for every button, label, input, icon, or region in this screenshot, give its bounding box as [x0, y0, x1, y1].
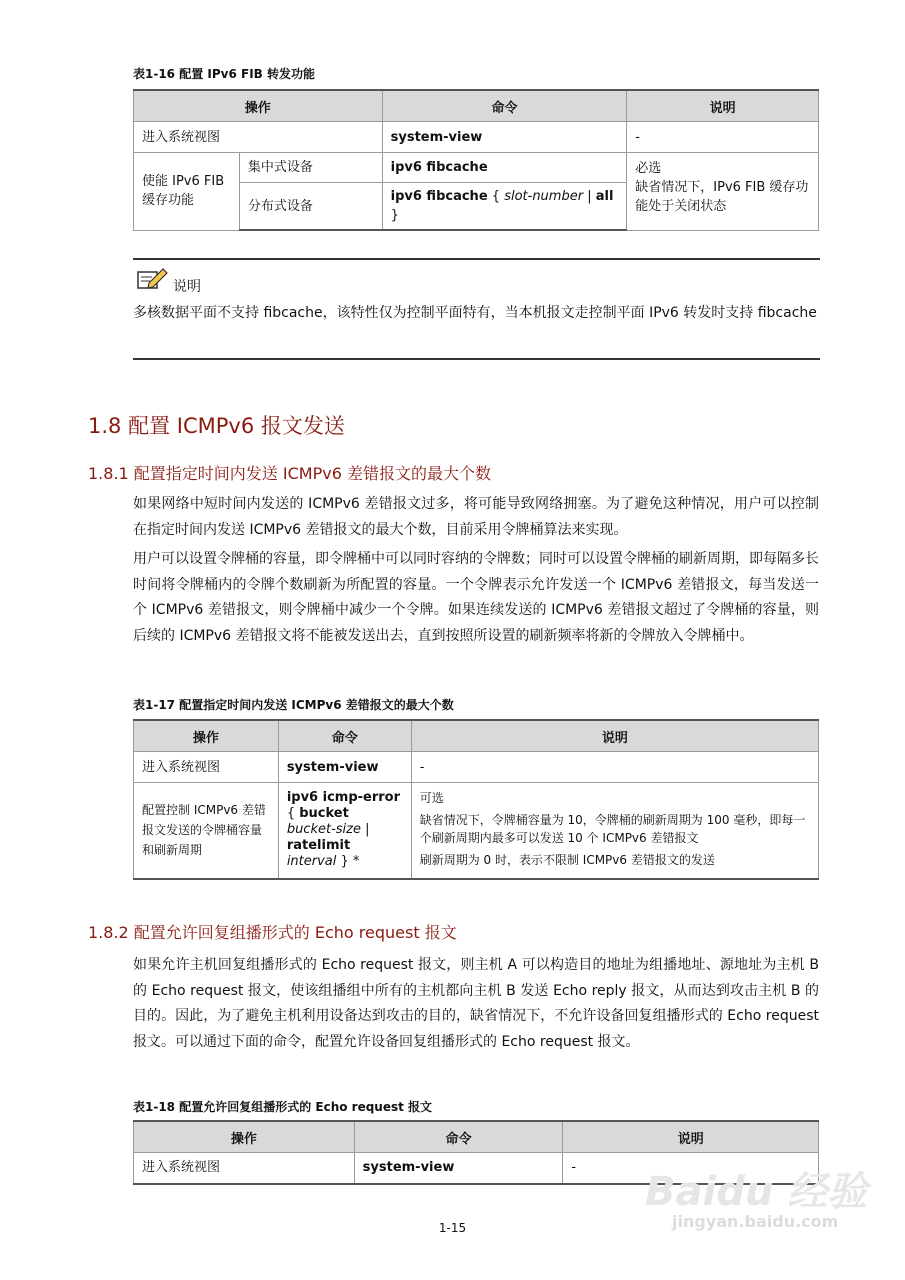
cmd-keyword-ratelimit: ratelimit — [286, 838, 351, 854]
cmd-brace: { — [487, 189, 505, 204]
cmd-keyword: ipv6 icmp-error — [286, 790, 401, 806]
cmd-brace-close: } * — [336, 854, 360, 870]
cmd-brace-close: } — [390, 208, 399, 223]
table16-row1-cmd: system-view — [382, 122, 627, 153]
table16-group-op: 使能 IPv6 FIB 缓存功能 — [134, 153, 240, 231]
table17-header-desc: 说明 — [411, 720, 818, 752]
watermark-logo: Baidu 经验 — [645, 1169, 868, 1215]
table17-row2-desc — [411, 783, 818, 879]
note-title: 说明 — [173, 279, 201, 295]
cmd-sep: | — [583, 189, 596, 204]
table16-row2-sub: 集中式设备 — [239, 153, 382, 183]
table16-header-op: 操作 — [134, 90, 383, 122]
table16-desc-cell — [627, 153, 819, 231]
table16-row3-cmd — [382, 183, 627, 231]
watermark-url: jingyan.baidu.com — [672, 1212, 839, 1231]
note-text: 多核数据平面不支持 fibcache，该特性仅为控制平面特有，当本机报文走控制平面 IPv6 转发时支持 fibcache — [133, 305, 817, 321]
table16-desc-default: 缺省情况下，IPv6 FIB 缓存功能处于关闭状态 — [635, 180, 809, 214]
note-pencil-icon — [135, 266, 169, 292]
cmd-arg-interval: interval — [286, 854, 337, 870]
section-1-8-1-body — [133, 492, 819, 653]
table17-header-op: 操作 — [134, 720, 279, 752]
paragraph: 如果网络中短时间内发送的 ICMPv6 差错报文过多，将可能导致网络拥塞。为了避免这种情况，用户可以控制在指定时间内发送 ICMPv6 差错报文的最大个数，目前采用令牌桶算法来实现。 — [133, 496, 819, 538]
note-box — [133, 258, 820, 360]
table16 — [133, 89, 819, 231]
cmd-sep: | — [360, 822, 370, 838]
section-1-8-title: 1.8 配置 ICMPv6 报文发送 — [88, 414, 345, 438]
table17-desc-zero: 刷新周期为 0 时，表示不限制 ICMPv6 差错报文的发送 — [419, 853, 715, 867]
table18-header-cmd: 命令 — [354, 1121, 563, 1153]
table16-header-desc: 说明 — [627, 90, 819, 122]
table18-header-op: 操作 — [134, 1121, 355, 1153]
table18-header-desc: 说明 — [563, 1121, 819, 1153]
table16-caption: 表1-16 配置 IPv6 FIB 转发功能 — [133, 67, 315, 81]
table17-row1-cmd: system-view — [278, 752, 411, 783]
table16-row1-desc: - — [627, 122, 819, 153]
table18-row1-op: 进入系统视图 — [134, 1153, 355, 1184]
table16-row2-cmd: ipv6 fibcache — [382, 153, 627, 183]
cmd-keyword: ipv6 fibcache — [390, 189, 488, 204]
table16-desc-required: 必选 — [635, 161, 662, 176]
table17 — [133, 719, 819, 880]
cmd-keyword-bucket: bucket — [299, 806, 349, 822]
table17-row1-desc: - — [411, 752, 818, 783]
table18-row1-cmd: system-view — [354, 1153, 563, 1184]
table16-row1-op: 进入系统视图 — [134, 122, 383, 153]
paragraph: 如果允许主机回复组播形式的 Echo request 报文，则主机 A 可以构造目的地址为组播地址、源地址为主机 B 的 Echo request 报文，使该组播组中所有的主机都向主机 B 发送 Echo reply 报文，从而达到攻击主机 B 的目的。因此，为了避免主机利用设备达到攻击的目的，缺省情况下，不允许设备回复组播形式的 Echo request 报文。可以通过下面的命令，配置允许设备回复组播形式的 Echo request 报文。 — [133, 957, 819, 1050]
table17-caption: 表1-17 配置指定时间内发送 ICMPv6 差错报文的最大个数 — [133, 698, 454, 712]
cmd-arg: slot-number — [504, 189, 584, 204]
table17-row1-op: 进入系统视图 — [134, 752, 279, 783]
table17-desc-default: 缺省情况下，令牌桶容量为 10，令牌桶的刷新周期为 100 毫秒，即每一个刷新周期内最多可以发送 10 个 ICMPv6 差错报文 — [419, 813, 806, 845]
table16-row3-sub: 分布式设备 — [239, 183, 382, 231]
cmd-keyword-all: all — [595, 189, 614, 204]
table18-row1-desc: - — [563, 1153, 819, 1184]
page-number: 1-15 — [438, 1221, 467, 1235]
table17-desc-optional: 可选 — [419, 791, 444, 805]
table18-caption: 表1-18 配置允许回复组播形式的 Echo request 报文 — [133, 1100, 433, 1114]
cmd-arg-bucket-size: bucket-size — [286, 822, 361, 838]
table17-row2-cmd — [278, 783, 411, 879]
cmd-brace: { — [286, 806, 300, 822]
section-1-8-2-body — [133, 953, 819, 1059]
table17-header-cmd: 命令 — [278, 720, 411, 752]
section-1-8-2-title: 1.8.2 配置允许回复组播形式的 Echo request 报文 — [88, 923, 457, 942]
table17-row2-op: 配置控制 ICMPv6 差错报文发送的令牌桶容量和刷新周期 — [134, 783, 279, 879]
paragraph: 用户可以设置令牌桶的容量，即令牌桶中可以同时容纳的令牌数；同时可以设置令牌桶的刷新周期，即每隔多长时间将令牌桶内的令牌个数刷新为所配置的容量。一个令牌表示允许发送一个 ICMPv6 差错报文，每当发送一个 ICMPv6 差错报文，则令牌桶中减少一个令牌。如果连续发送的 ICMPv6 差错报文超过了令牌桶的容量，则后续的 ICMPv6 差错报文将不能被发送出去，直到按照所设置的刷新频率将新的令牌放入令牌桶中。 — [133, 551, 819, 644]
table16-header-cmd: 命令 — [382, 90, 627, 122]
section-1-8-1-title: 1.8.1 配置指定时间内发送 ICMPv6 差错报文的最大个数 — [88, 464, 491, 483]
